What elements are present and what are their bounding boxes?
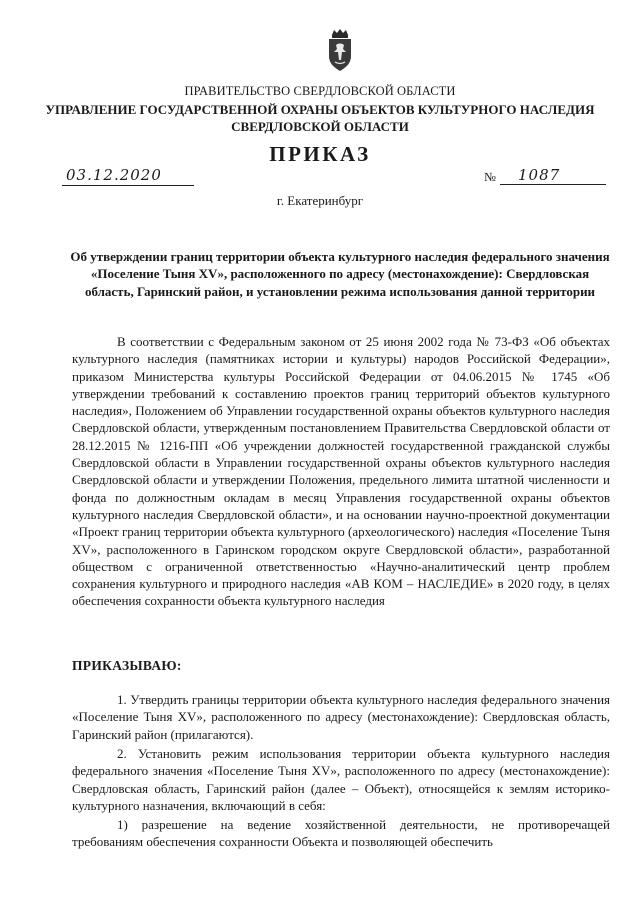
government-name: ПРАВИТЕЛЬСТВО СВЕРДЛОВСКОЙ ОБЛАСТИ [184,84,456,98]
order-item-1: 1. Утвердить границы территории объекта культурного наследия федерального значения «Поселение Тыня XV», расположенного по адресу (местонахождение): Свердловская область, Гаринский район (прилагаются). [72,692,610,742]
order-subitem-2-1: 1) разрешение на ведение хозяйственной деятельности, не противоречащей требованиям обеспечения сохранности Объекта и позволяющей обеспечить [72,817,610,850]
order-date: 03.12.2020 [66,166,162,184]
city: г. Екатеринбург [276,193,364,208]
decree-heading: ПРИКАЗЫВАЮ: [72,658,182,673]
number-sign: № [484,170,496,184]
order-number-field [484,165,606,185]
preamble-paragraph: В соответствии с Федеральным законом от 25 июня 2002 года № 73-ФЗ «Об объектах культурного наследия (памятниках истории и культуры) народов Российской Федерации», приказом Министерства культуры Российской Федерации от 04.06.2015 № 1745 «Об утверждении требований к составлению проектов границ территорий объектов культурного наследия», Положением об Управлении государственной охраны объектов культурного наследия Свердловской области, утвержденным постановлением Правительства Свердловской области от 28.12.2015 № 1216-ПП «Об учреждении должностей государственной гражданской службы Свердловской области в Управлении государственной охраны объектов культурного наследия Свердловской области и утверждении Положения, предельного лимита штатной численности и фонда по должностным окладам в месяц Управления государственной охраны объектов культурного наследия Свердловской области», и на основании научно-проектной документации «Проект границ территории объекта культурного (археологического) наследия «Поселение Тыня XV», расположенного в Гаринском городском округе Свердловской области», разработанной обществом с ограниченной ответственностью «Научно-аналитический центр проблем сохранения культурного и природного наследия «АВ КОМ – НАСЛЕДИЕ» в 2020 году, в целях обеспечения сохранности объекта культурного наследия [72,334,610,609]
order-date-field [62,165,194,186]
department-name: УПРАВЛЕНИЕ ГОСУДАРСТВЕННОЙ ОХРАНЫ ОБЪЕКТОВ КУЛЬТУРНОГО НАСЛЕДИЯ СВЕРДЛОВСКОЙ ОБЛАСТИ [45,102,595,134]
document-title: ПРИКАЗ [269,142,371,166]
order-number: 1087 [518,166,561,184]
coat-of-arms-icon [325,28,355,72]
order-item-2: 2. Установить режим использования территории объекта культурного наследия федерального значения «Поселение Тыня XV», расположенного по адресу (местонахождение): Свердловская область, Гаринский район (далее – Объект), относящейся к землям историко-культурного назначения, включающий в себя: [72,746,610,813]
order-subject: Об утверждении границ территории объекта культурного наследия федерального значения «Поселение Тыня XV», расположенного по адресу (местонахождение): Свердловская область, Гаринский район, и установлении режима использования данной территории [70,249,610,299]
